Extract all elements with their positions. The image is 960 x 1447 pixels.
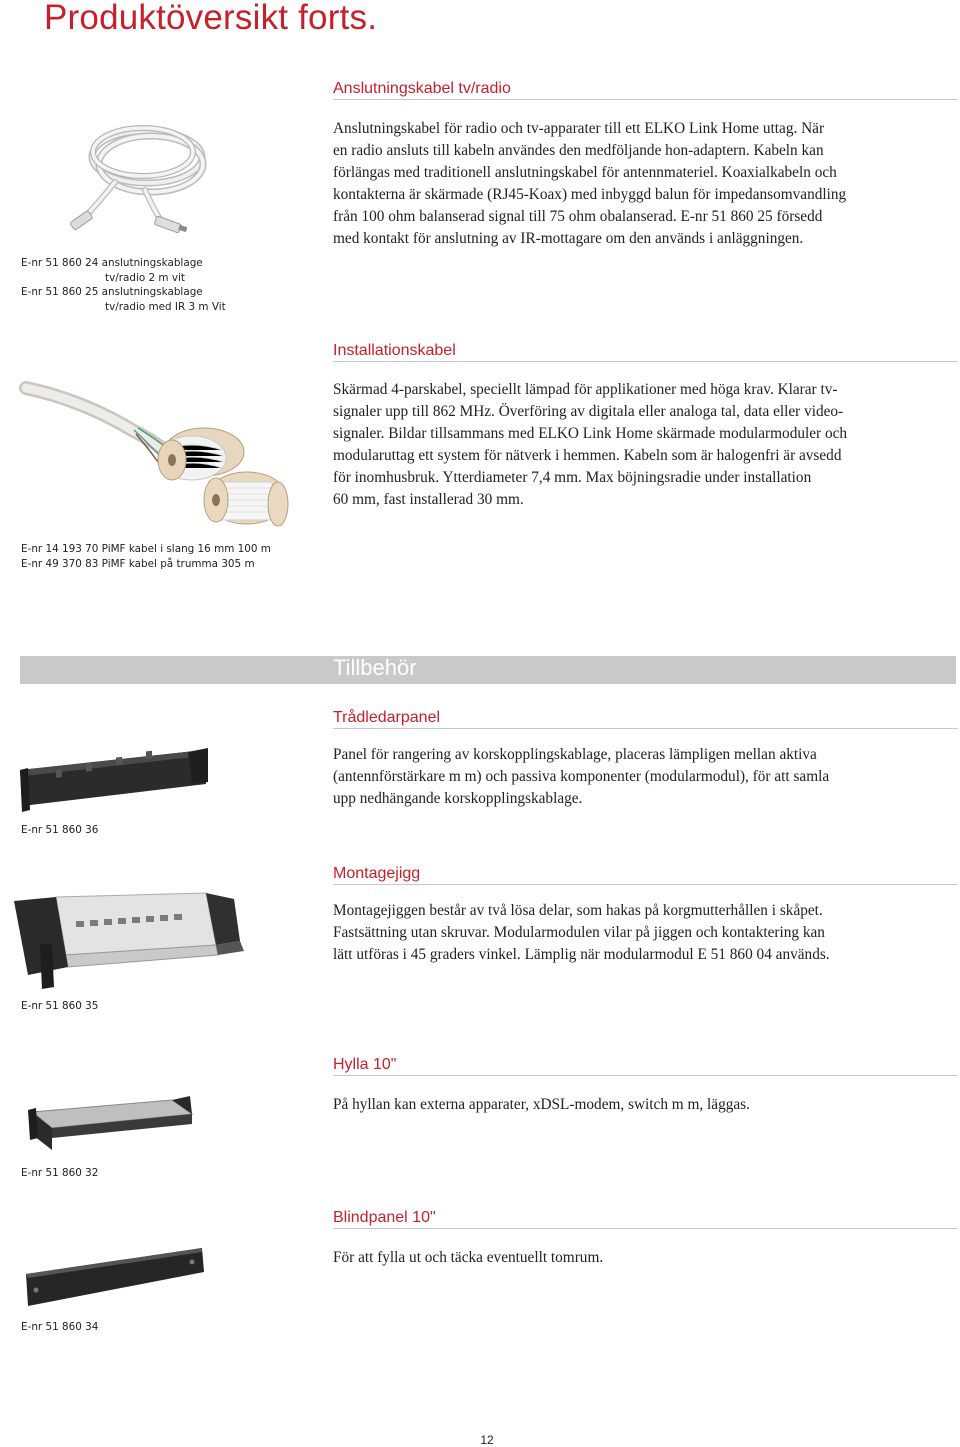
caption-line: E-nr 49 370 83 PiMF kabel på trumma 305 m (21, 557, 255, 570)
text-line: För att fylla ut och täcka eventuellt tomrum. (333, 1249, 604, 1266)
hylla-caption: E-nr 51 860 32 (21, 1167, 99, 1179)
section-heading-anslutningskabel: Anslutningskabel tv/radio (333, 80, 958, 100)
section-heading-tradledarpanel: Trådledarpanel (333, 709, 958, 729)
montagejigg-image (6, 885, 246, 990)
section-heading-montagejigg: Montagejigg (333, 865, 958, 885)
tradledarpanel-image (16, 744, 211, 814)
text-line: (antennförstärkare m m) och passiva komponenter (modularmodul), för att samla (333, 768, 830, 785)
text-line: modularuttag ett system för nätverk i hemmen. Kabeln som är halogenfri är avsedd (333, 447, 842, 464)
text-line: På hyllan kan externa apparater, xDSL-modem, switch m m, läggas. (333, 1096, 750, 1113)
text-line: för inomhusbruk. Ytterdiameter 7,4 mm. Max böjningsradie under installation (333, 469, 812, 486)
text-line: en radio ansluts till kabeln användes den medföljande hon-adaptern. Kabeln kan (333, 142, 824, 159)
text-line: Anslutningskabel för radio och tv-apparater till ett ELKO Link Home uttag. När (333, 120, 825, 137)
tradledarpanel-caption: E-nr 51 860 36 (21, 824, 99, 836)
blindpanel-description (333, 1247, 603, 1269)
text-line: förlängas med traditionell anslutningskabel för antennmateriel. Koaxialkabeln och (333, 164, 837, 181)
caption-line: E-nr 51 860 24 anslutningskablage (21, 257, 203, 269)
blindpanel-caption: E-nr 51 860 34 (21, 1321, 99, 1333)
installation-cable-image (22, 380, 287, 535)
hylla-image (22, 1092, 197, 1152)
tillbehor-band (20, 656, 956, 684)
text-line: från 100 ohm balanserad signal till 75 ohm obalanserad. E-nr 51 860 25 försedd (333, 208, 823, 225)
section-heading-hylla: Hylla 10" (333, 1056, 958, 1076)
text-line: Panel för rangering av korskopplingskablage, placeras lämpligen mellan aktiva (333, 746, 817, 763)
text-line: signaler upp till 862 MHz. Överföring av digitala eller analoga tal, data eller video- (333, 403, 844, 420)
montagejigg-description (333, 900, 830, 966)
page-number: 12 (480, 1433, 494, 1447)
anslutningskabel-description (333, 118, 846, 250)
text-line: 60 mm, fast installerad 30 mm. (333, 491, 524, 508)
blindpanel-image (22, 1246, 207, 1311)
hylla-description (333, 1094, 750, 1116)
text-line: med kontakt för anslutning av IR-mottagare om den används i anläggningen. (333, 230, 804, 247)
text-line: Fastsättning utan skruvar. Modularmodulen vilar på jiggen och kontaktering kan (333, 924, 825, 941)
montagejigg-caption: E-nr 51 860 35 (21, 1000, 99, 1012)
section-heading-installationskabel: Installationskabel (333, 342, 958, 362)
caption-line: E-nr 14 193 70 PiMF kabel i slang 16 mm 100 m (21, 543, 271, 555)
anslutningskabel-caption (21, 256, 226, 314)
text-line: Montagejiggen består av två lösa delar, som hakas på korgmutterhållen i skåpet. (333, 902, 823, 919)
page-title: Produktöversikt forts. (44, 0, 378, 37)
text-line: Skärmad 4-parskabel, speciellt lämpad för applikationer med höga krav. Klarar tv- (333, 381, 838, 398)
tillbehor-heading: Tillbehör (333, 655, 417, 680)
text-line: upp nedhängande korskopplingskablage. (333, 790, 583, 807)
text-line: lätt utföras i 45 graders vinkel. Lämplig när modularmodul E 51 860 04 används. (333, 946, 830, 963)
section-heading-blindpanel: Blindpanel 10" (333, 1209, 958, 1229)
text-line: kontakterna är skärmade (RJ45-Koax) med inbyggd balun för impedansomvandling (333, 186, 847, 203)
tradledarpanel-description (333, 744, 829, 810)
caption-line: E-nr 51 860 25 anslutningskablage (21, 286, 203, 299)
caption-line: tv/radio med IR 3 m Vit (105, 300, 226, 313)
caption-line: tv/radio 2 m vit (105, 271, 185, 284)
installationskabel-caption (21, 542, 271, 571)
text-line: signaler. Bildar tillsammans med ELKO Link Home skärmade modularmoduler och (333, 425, 848, 442)
tv-radio-cable-image (55, 112, 220, 242)
installationskabel-description (333, 379, 847, 511)
